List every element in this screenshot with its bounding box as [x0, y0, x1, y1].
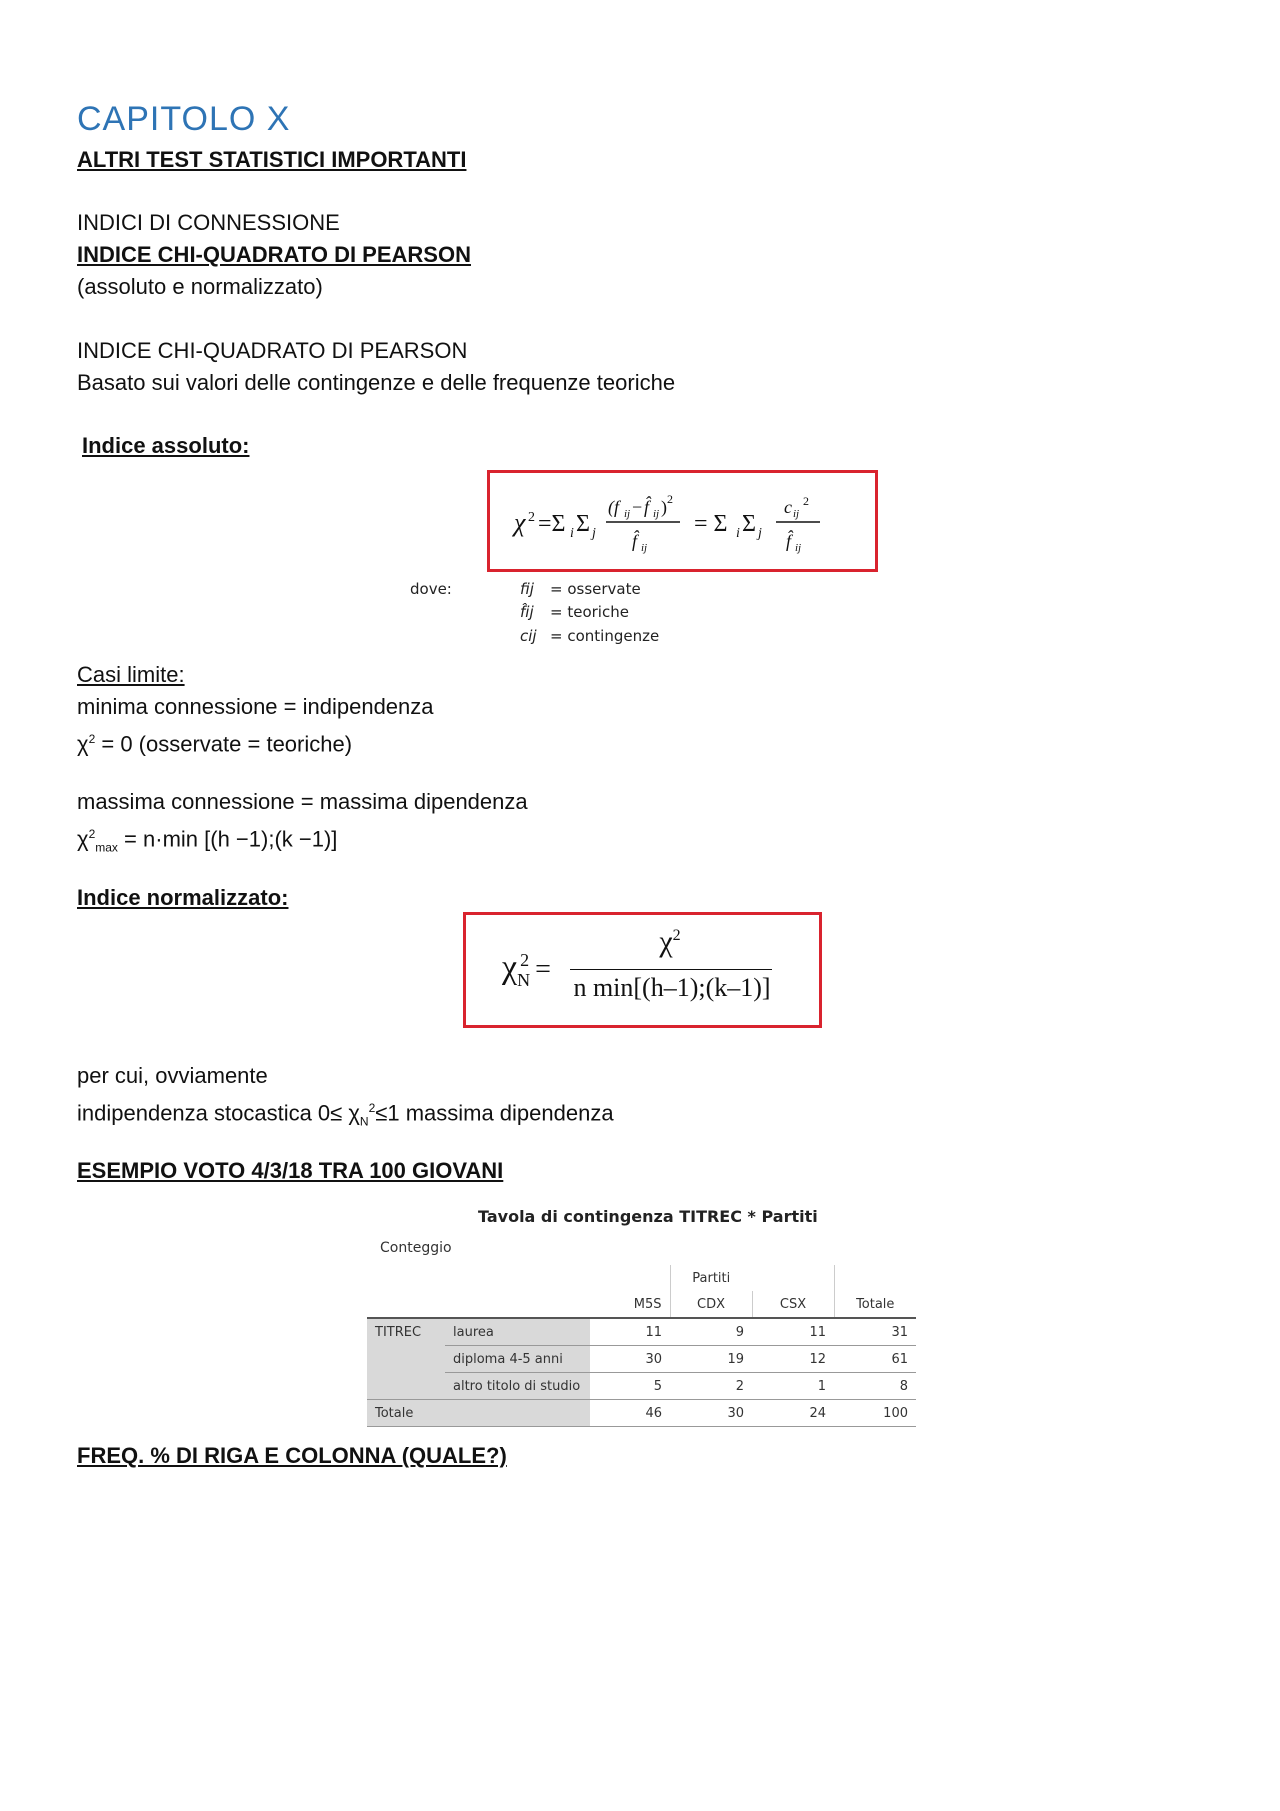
table-cell: 2 — [670, 1373, 752, 1400]
section2-description: Basato sui valori delle contingenze e delle frequenze teoriche — [77, 370, 676, 395]
table-total-row — [367, 1400, 916, 1427]
table-caption: Conteggio — [380, 1240, 452, 1256]
svg-text:j: j — [592, 526, 596, 541]
svg-text:(f: (f — [608, 497, 619, 517]
row-label: laurea — [445, 1318, 590, 1346]
section-note: (assoluto e normalizzato) — [77, 274, 323, 299]
svg-text:ij: ij — [624, 508, 631, 520]
svg-text:f̂: f̂ — [644, 497, 650, 517]
svg-text:=Σ: =Σ — [538, 511, 566, 537]
svg-text:2: 2 — [667, 492, 673, 506]
row-variable: TITREC — [367, 1318, 445, 1346]
table-cell: 1 — [752, 1373, 834, 1400]
table-cell: 61 — [834, 1346, 916, 1373]
conclusion-text-b: ≤1 massima dipendenza — [375, 1100, 614, 1126]
svg-text:−: − — [632, 497, 643, 517]
fraction-bar — [570, 969, 772, 970]
table-row — [367, 1373, 916, 1400]
column-header: Totale — [856, 1296, 895, 1312]
final-title: FREQ. % DI RIGA E COLONNA (QUALE?) — [77, 1443, 507, 1468]
table-title: Tavola di contingenza TITREC * Partiti — [478, 1207, 818, 1226]
limit-min-formula: $\chi^2 = 0$ (osservate = teoriche) — [77, 731, 353, 757]
svg-text:f̂: f̂ — [632, 531, 638, 551]
table-cell: 9 — [670, 1318, 752, 1346]
limit-max-formula-text: = n·min [(h −1);(k −1)] — [124, 826, 338, 852]
column-header: M5S — [633, 1296, 662, 1312]
svg-text:i: i — [570, 526, 574, 541]
chapter-title: CAPITOLO X — [77, 100, 291, 138]
normalized-denominator: n min[(h–1);(k–1)] — [573, 973, 771, 1002]
chi-square-formula-svg — [490, 473, 875, 569]
chi-square-formula — [487, 470, 878, 572]
svg-text:): ) — [661, 497, 667, 517]
legend-symbol: fij — [520, 580, 534, 598]
table-cell: 5 — [590, 1373, 670, 1400]
row-label: diploma 4-5 anni — [445, 1346, 590, 1373]
section2-title: INDICE CHI-QUADRATO DI PEARSON — [77, 338, 468, 363]
table-cell: 24 — [752, 1400, 834, 1427]
svg-text:i: i — [736, 526, 740, 541]
row-label: altro titolo di studio — [445, 1373, 590, 1400]
table-row — [367, 1318, 916, 1346]
table-cell: 11 — [752, 1318, 834, 1346]
chapter-subtitle: ALTRI TEST STATISTICI IMPORTANTI — [77, 147, 467, 172]
legend-text: = contingenze — [550, 627, 660, 645]
absolute-index-label: Indice assoluto: — [82, 433, 250, 458]
normalized-index-label: Indice normalizzato: — [77, 885, 289, 910]
svg-text:χ: χ — [514, 508, 526, 537]
table-cell: 19 — [670, 1346, 752, 1373]
legend-text: = teoriche — [550, 603, 629, 621]
table-cell: 46 — [590, 1400, 670, 1427]
svg-text:Σ: Σ — [742, 511, 756, 537]
example-title: ESEMPIO VOTO 4/3/18 TRA 100 GIOVANI — [77, 1158, 504, 1183]
table-cell: 11 — [590, 1318, 670, 1346]
total-label: Totale — [367, 1400, 590, 1427]
svg-text:ij: ij — [653, 508, 660, 520]
svg-text:ij: ij — [641, 542, 648, 554]
legend-symbol: cij — [520, 627, 537, 645]
table-cell: 30 — [670, 1400, 752, 1427]
legend-symbol: f̂ij — [520, 603, 534, 621]
table-cell: 30 — [590, 1346, 670, 1373]
svg-text:ij: ij — [793, 508, 800, 520]
conclusion-text-a: indipendenza stocastica 0≤ χ — [77, 1100, 360, 1126]
table-cell: 31 — [834, 1318, 916, 1346]
svg-text:f̂: f̂ — [786, 531, 792, 551]
column-header: CSX — [752, 1291, 834, 1318]
table-row — [367, 1346, 916, 1373]
limit-max-formula: $\chi^2_{max} = n\cdot\min$ [(h −1);(k −1)] — [77, 826, 338, 855]
svg-text:2: 2 — [528, 510, 535, 525]
svg-text:ij: ij — [795, 542, 802, 554]
section-subheading: INDICE CHI-QUADRATO DI PEARSON — [77, 242, 471, 267]
legend-text: = osservate — [550, 580, 641, 598]
svg-text:Σ: Σ — [576, 511, 590, 537]
normalized-numerator: $\chi^2$ — [659, 925, 681, 958]
normalized-formula-content: $\chi_N^2$ = — [502, 949, 551, 990]
svg-text:2: 2 — [803, 494, 809, 508]
svg-text:c: c — [784, 497, 792, 517]
legend-dove: dove: — [410, 580, 452, 598]
limit-min-formula-text: = 0 (osservate = teoriche) — [101, 731, 353, 757]
limit-min-text: minima connessione = indipendenza — [77, 694, 434, 719]
column-header: CDX — [670, 1291, 752, 1318]
limits-title: Casi limite: — [77, 662, 185, 687]
contingency-table — [367, 1265, 916, 1427]
table-cell: 12 — [752, 1346, 834, 1373]
svg-text:j: j — [758, 526, 762, 541]
normalized-formula — [463, 912, 822, 1028]
table-cell: 100 — [834, 1400, 916, 1427]
limit-max-text: massima connessione = massima dipendenza — [77, 789, 528, 814]
conclusion-line-2: indipendenza stocastica $0\le \chi_N^2\le 1$ massima dipendenza — [77, 1100, 614, 1129]
section-heading: INDICI DI CONNESSIONE — [77, 210, 340, 235]
table-cell: 8 — [834, 1373, 916, 1400]
svg-text:= Σ: = Σ — [694, 511, 728, 537]
table-group-header: Partiti — [670, 1265, 752, 1291]
conclusion-line-1: per cui, ovviamente — [77, 1063, 268, 1088]
